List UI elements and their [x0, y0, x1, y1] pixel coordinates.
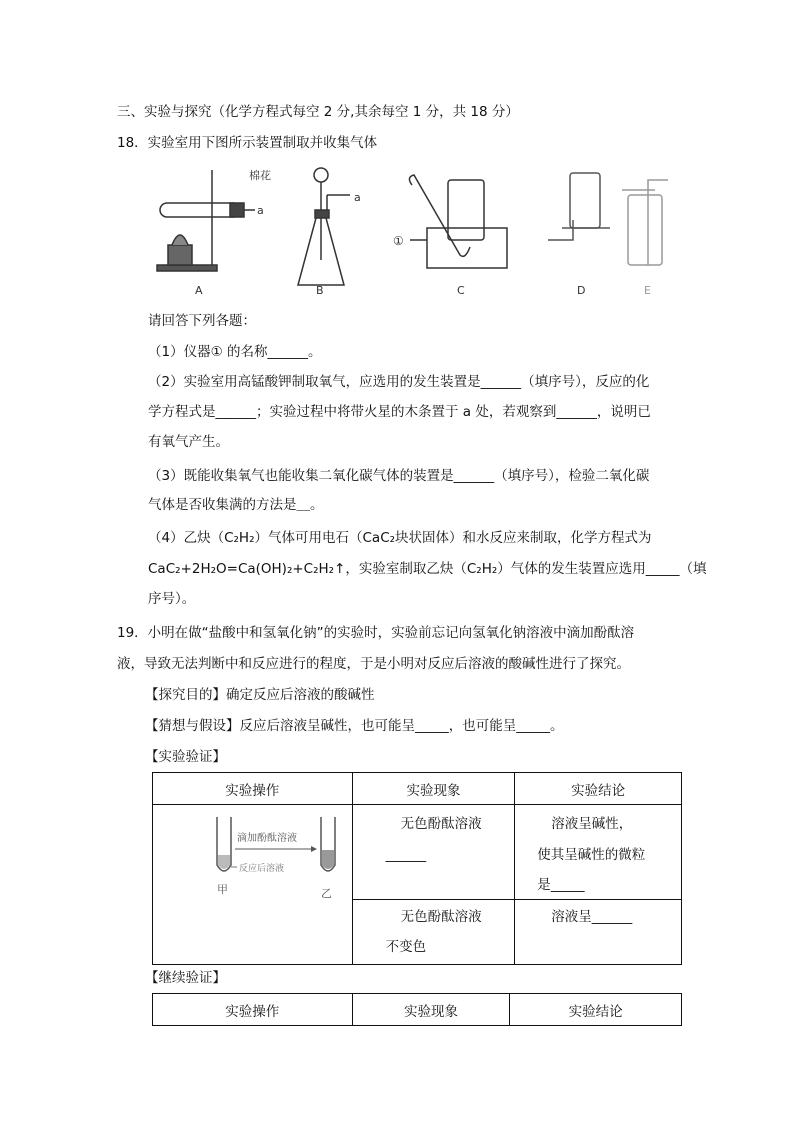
header-operation: 实验操作 — [153, 773, 353, 805]
tube-jia-label: 甲 — [217, 883, 228, 896]
apparatus-figure — [150, 165, 680, 305]
header-operation: 实验操作 — [153, 994, 353, 1026]
q18-line: （2）实验室用高锰酸钾制取氧气，应选用的发生装置是______（填序号），反应的化 — [148, 374, 650, 390]
cotton-label: 棉花 — [249, 169, 271, 182]
apparatus-c — [409, 175, 507, 268]
row2-phenomenon: 无色酚酞溶液 不变色 — [352, 900, 515, 965]
row1-conclusion: 溶液呈碱性， 使其呈碱性的微粒 是_____ — [515, 805, 682, 900]
section-title: 三、实验与探究（化学方程式每空 2 分,其余每空 1 分，共 18 分） — [117, 104, 519, 120]
label-e: E — [644, 284, 651, 297]
header-phenomenon: 实验现象 — [352, 773, 515, 805]
q18-line: 序号）。 — [148, 591, 196, 607]
q19-verify-label: 【实验验证】 — [145, 749, 226, 765]
q19-line: 19．小明在做“盐酸中和氢氧化钠”的实验时，实验前忘记向氢氧化钠溶液中滴加酚酞溶 — [117, 625, 635, 641]
header-phenomenon: 实验现象 — [352, 994, 510, 1026]
q18-line: （1）仪器① 的名称______。 — [148, 344, 322, 360]
q19-hypothesis: 【猜想与假设】反应后溶液呈碱性，也可能呈_____，也可能呈_____。 — [145, 718, 564, 734]
instrument-mark: ① — [393, 234, 404, 248]
port-a-label-a: a — [257, 204, 264, 217]
test-tube-figure — [153, 805, 353, 905]
apparatus-a — [157, 170, 255, 271]
label-b: B — [316, 284, 324, 297]
q18-stem: 18．实验室用下图所示装置制取并收集气体 — [117, 135, 378, 151]
header-conclusion: 实验结论 — [510, 994, 682, 1026]
header-conclusion: 实验结论 — [515, 773, 682, 805]
label-a: A — [195, 284, 203, 297]
row2-conclusion: 溶液呈______ — [515, 900, 682, 965]
apparatus-b — [298, 168, 350, 285]
tube-yi-label: 乙 — [321, 887, 332, 900]
continue-table — [152, 993, 682, 1026]
label-c: C — [457, 284, 465, 297]
q18-line: 气体是否收集满的方法是＿。 — [148, 497, 324, 513]
q19-line: 液，导致无法判断中和反应进行的程度，于是小明对反应后溶液的酸碱性进行了探究。 — [117, 656, 630, 672]
label-d: D — [577, 284, 586, 297]
q18-prompt: 请回答下列各题： — [148, 313, 256, 329]
row1-phenomenon: 无色酚酞溶液 ______ — [352, 805, 515, 900]
continue-verify-label: 【继续验证】 — [145, 970, 226, 986]
q18-line: （4）乙炔（C₂H₂）气体可用电石（CaC₂块状固体）和水反应来制取，化学方程式为 — [148, 530, 652, 546]
operation-cell — [153, 805, 353, 965]
apparatus-d — [548, 173, 610, 240]
apparatus-e — [622, 180, 668, 265]
arrow-label: 滴加酚酞溶液 — [237, 833, 297, 844]
verification-table — [152, 772, 682, 965]
q18-line: 有氧气产生。 — [148, 434, 229, 450]
q18-line: CaC₂+2H₂O=Ca(OH)₂+C₂H₂↑，实验室制取乙炔（C₂H₂）气体的发生装置应选用_____（填 — [148, 561, 707, 577]
port-a-label-b: a — [354, 191, 361, 204]
q18-line: （3）既能收集氧气也能收集二氧化碳气体的装置是______（填序号），检验二氧化碳 — [148, 468, 650, 484]
q19-purpose: 【探究目的】确定反应后溶液的酸碱性 — [145, 687, 375, 703]
liquid-label: 反应后溶液 — [239, 864, 285, 874]
q18-line: 学方程式是______；实验过程中将带火星的木条置于 a 处，若观察到______，说明已 — [148, 404, 651, 420]
